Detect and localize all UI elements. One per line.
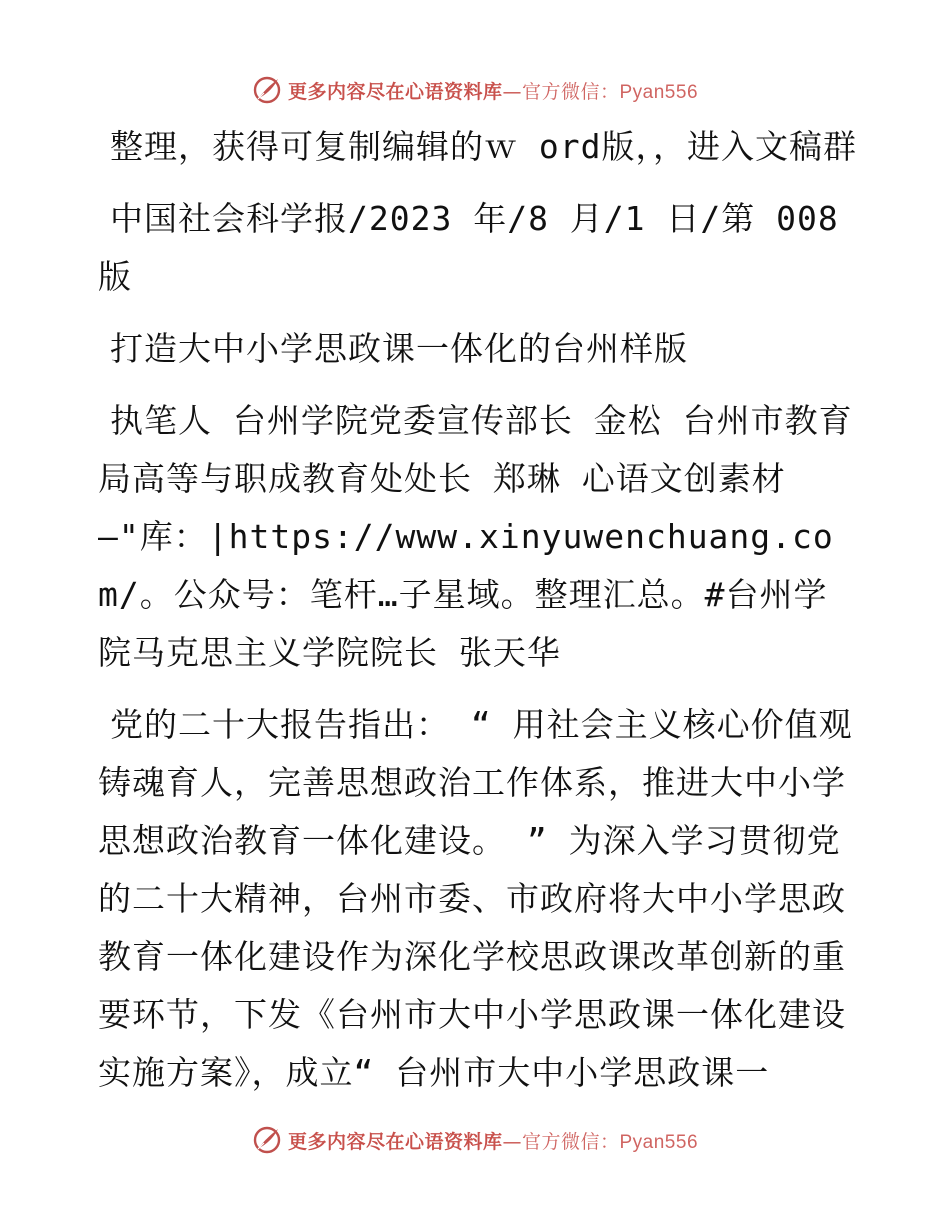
watermark-text bbox=[288, 77, 698, 104]
article-title: 打造大中小学思政课一体化的台州样版 bbox=[110, 329, 688, 368]
watermark-separator: — bbox=[502, 1130, 522, 1153]
watermark-text bbox=[288, 1127, 698, 1154]
quill-logo-icon bbox=[252, 75, 282, 105]
document-body bbox=[98, 118, 858, 1116]
watermark-contact: 官方微信：Pyan556 bbox=[522, 1131, 699, 1153]
watermark-group bbox=[252, 75, 698, 105]
quill-logo-icon bbox=[252, 1125, 282, 1155]
source-line: 中国社会科学报/2023 年/8 月/1 日/第 008 版 bbox=[98, 199, 839, 296]
watermark-contact: 官方微信：Pyan556 bbox=[522, 81, 699, 103]
body-paragraph: 党的二十大报告指出： “ 用社会主义核心价值观铸魂育人，完善思想政治工作体系，推进大中小学思想政治教育一体化建设。 ” 为深入学习贯彻党的二十大精神，台州市委、市政府将大中小学思政教育一体化建设作为深化学校思政课改革创新的重要环节，下发《台州市大中小学思政课一体化建设实施方案》，成立“ 台州市大中小学思政课一 bbox=[98, 705, 853, 1092]
watermark-group bbox=[252, 1125, 698, 1155]
footer-watermark bbox=[0, 1120, 950, 1160]
watermark-brand: 更多内容尽在心语资料库 bbox=[287, 1130, 503, 1153]
header-watermark bbox=[0, 70, 950, 110]
authors-paragraph: 执笔人 台州学院党委宣传部长 金松 台州市教育局高等与职成教育处处长 郑琳 心语文创素材—"库：|https://www.xinyuwenchuang.com/。公众号：笔杆…子星域。整理汇总。#台州学院马克思主义学院院长 张天华 bbox=[98, 401, 853, 672]
intro-note: 整理，获得可复制编辑的ｗ ord版，，进入文稿群 bbox=[110, 127, 857, 166]
watermark-separator: — bbox=[502, 80, 522, 103]
watermark-brand: 更多内容尽在心语资料库 bbox=[287, 80, 503, 103]
